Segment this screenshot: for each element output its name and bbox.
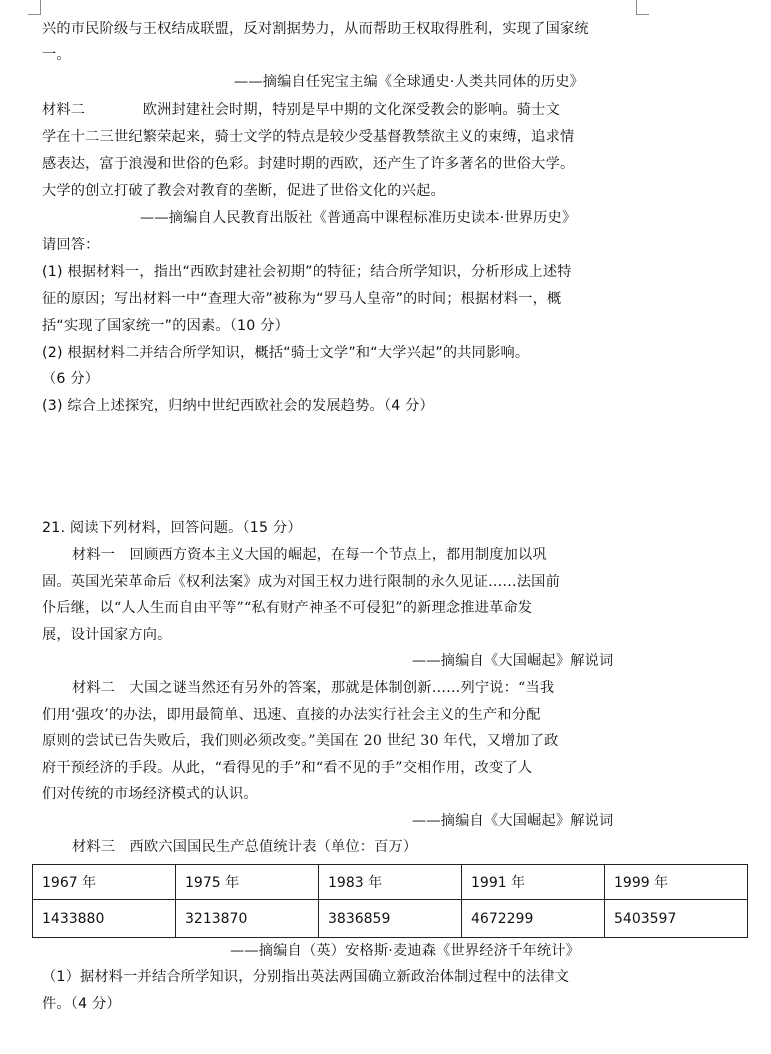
table-header-cell: 1991 年 <box>462 865 605 900</box>
q21-material1-line: 固。英国光荣革命后《权利法案》成为对国王权力进行限制的永久见证……法国前 <box>42 574 560 590</box>
q21-material1-line: 仆后继，以“人人生而自由平等”“私有财产神圣不可侵犯”的新理念推进革命发 <box>42 600 533 616</box>
crop-mark-left-h <box>28 14 41 15</box>
table-cell: 4672299 <box>462 900 605 938</box>
table-cell: 3213870 <box>176 900 319 938</box>
table-cell: 3836859 <box>319 900 462 938</box>
material1-source: ——摘编自任宪宝主编《全球通史·人类共同体的历史》 <box>234 74 585 90</box>
table-header-cell: 1983 年 <box>319 865 462 900</box>
q21-material1-line: 展，设计国家方向。 <box>42 627 172 643</box>
table-header-cell: 1975 年 <box>176 865 319 900</box>
material2-text-line: 感表达，富于浪漫和世俗的色彩。封建时期的西欧，还产生了许多著名的世俗大学。 <box>42 156 575 172</box>
table-row <box>33 865 748 900</box>
material2-source: ——摘编自人民教育出版社《普通高中课程标准历史读本·世界历史》 <box>140 210 577 226</box>
q21-material1-line: 材料一 回顾西方资本主义大国的崛起，在每一个节点上，都用制度加以巩 <box>72 547 547 563</box>
q21-material3-title: 材料三 西欧六国国民生产总值统计表（单位：百万） <box>72 839 418 855</box>
q21-question-1-line: （1）据材料一并结合所学知识，分别指出英法两国确立新政治体制过程中的法律文 <box>42 969 570 985</box>
gdp-table <box>32 864 748 938</box>
question-2-line: (2) 根据材料二并结合所学知识，概括“骑士文学”和“大学兴起”的共同影响。 <box>42 345 530 361</box>
table-row <box>33 900 748 938</box>
material2-text-line: 材料二 欧洲封建社会时期，特别是早中期的文化深受教会的影响。骑士文 <box>42 102 560 118</box>
q21-material2-line: 们对传统的市场经济模式的认识。 <box>42 786 258 802</box>
material2-text-line: 大学的创立打破了教会对教育的垄断，促进了世俗文化的兴起。 <box>42 183 445 199</box>
table-cell: 1433880 <box>33 900 176 938</box>
q21-question-1-line: 件。（4 分） <box>42 996 121 1012</box>
question-3-line: (3) 综合上述探究，归纳中世纪西欧社会的发展趋势。（4 分） <box>42 398 434 414</box>
table-header-cell: 1967 年 <box>33 865 176 900</box>
table-cell: 5403597 <box>605 900 748 938</box>
material1-text-line: 兴的市民阶级与王权结成联盟，反对割据势力，从而帮助王权取得胜利，实现了国家统 <box>42 21 589 37</box>
material1-text-line: 一。 <box>42 47 71 63</box>
q21-material2-line: 材料二 大国之谜当然还有另外的答案，那就是体制创新……列宁说：“当我 <box>72 680 555 696</box>
question-1-line: (1) 根据材料一，指出“西欧封建社会初期”的特征；结合所学知识，分析形成上述特 <box>42 264 572 280</box>
q21-material1-source: ——摘编自《大国崛起》解说词 <box>412 653 614 669</box>
question-21-heading: 21. 阅读下列材料，回答问题。（15 分） <box>42 520 302 536</box>
crop-mark-left <box>40 0 41 14</box>
question-1-line: 括“实现了国家统一”的因素。（10 分） <box>42 318 289 334</box>
table-header-cell: 1999 年 <box>605 865 748 900</box>
questions-heading: 请回答： <box>42 237 100 253</box>
question-1-line: 征的原因；写出材料一中“查理大帝”被称为“罗马人皇帝”的时间；根据材料一，概 <box>42 291 562 307</box>
q21-material2-line: 府干预经济的手段。从此，“看得见的手”和“看不见的手”交相作用，改变了人 <box>42 760 533 776</box>
q21-material2-source: ——摘编自《大国崛起》解说词 <box>412 813 614 829</box>
question-2-line: （6 分） <box>42 371 100 387</box>
q21-material2-line: 们用‘强攻’的办法，即用最简单、迅速、直接的办法实行社会主义的生产和分配 <box>42 707 541 723</box>
crop-mark-right-h <box>636 14 649 15</box>
q21-material3-source: ——摘编自（英）安格斯·麦迪森《世界经济千年统计》 <box>230 943 581 959</box>
crop-mark-right <box>636 0 637 14</box>
q21-material2-line: 原则的尝试已告失败后，我们则必须改变。”美国在 20 世纪 30 年代，又增加了政 <box>42 733 559 749</box>
material2-text-line: 学在十二三世纪繁荣起来，骑士文学的特点是较少受基督教禁欲主义的束缚，追求情 <box>42 129 575 145</box>
